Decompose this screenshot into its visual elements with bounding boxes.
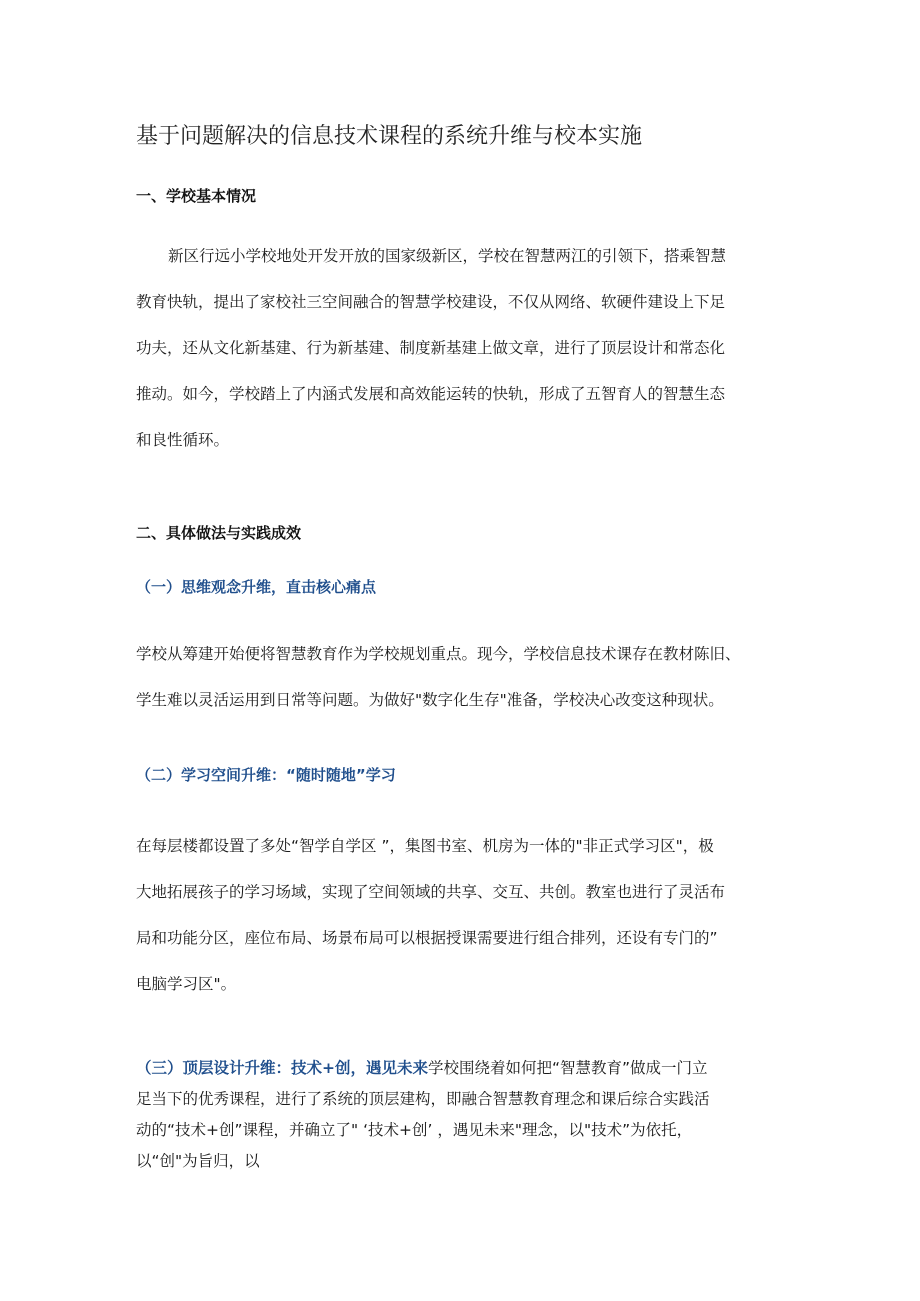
- subsection-3-first-line-text: 学校围绕着如何把“智慧教育”做成一门立: [428, 1059, 708, 1077]
- paragraph-line: 学生难以灵活运用到日常等问题。为做好"数字化生存"准备，学校决心改变这种现状。: [136, 691, 724, 709]
- paragraph-line: 和良性循环。: [136, 431, 230, 449]
- subsection-2-heading: （二）学习空间升维：“随时随地”学习: [136, 766, 396, 784]
- paragraph-line: 教育快轨，提出了家校社三空间融合的智慧学校建设，不仅从网络、软硬件建设上下足: [136, 293, 726, 311]
- section-1-heading: 一、学校基本情况: [136, 187, 257, 205]
- subsection-1-heading: （一）思维观念升维，直击核心痛点: [136, 578, 377, 596]
- paragraph-line: 动的“技术+创”课程，并确立了" ‘技术+创’ ，遇见未来"理念，以"技术”为依托，: [136, 1121, 693, 1139]
- paragraph-line: 大地拓展孩子的学习场域，实现了空间领域的共享、交互、共创。教室也进行了灵活布: [136, 883, 726, 901]
- section-1-paragraph: [136, 233, 786, 463]
- paragraph-line: 局和功能分区，座位布局、场景布局可以根据授课需要进行组合排列，还设有专门的”: [136, 929, 718, 947]
- subsection-2-paragraph: [136, 823, 786, 1007]
- section-2-heading: 二、具体做法与实践成效: [136, 524, 302, 542]
- paragraph-line: 新区行远小学校地处开发开放的国家级新区，学校在智慧两江的引领下，搭乘智慧: [168, 247, 727, 265]
- paragraph-line: 足当下的优秀课程，进行了系统的顶层建构，即融合智慧教育理念和课后综合实践活: [136, 1090, 710, 1108]
- paragraph-line: 在每层楼都设置了多处“智学自学区 ”，集图书室、机房为一体的"非正式学习区"，极: [136, 837, 714, 855]
- paragraph-line: 推动。如今，学校踏上了内涵式发展和高效能运转的快轨，形成了五智育人的智慧生态: [136, 385, 726, 403]
- subsection-3-paragraph: [136, 1053, 786, 1177]
- paragraph-line: 以“创"为旨归，以: [136, 1152, 260, 1170]
- paragraph-line: 学校从筹建开始便将智慧教育作为学校规划重点。现今，学校信息技术课存在教材陈旧、: [136, 645, 741, 663]
- paragraph-line: 功夫，还从文化新基建、行为新基建、制度新基建上做文章，进行了顶层设计和常态化: [136, 339, 726, 357]
- paragraph-line: 电脑学习区"。: [136, 975, 237, 993]
- subsection-1-paragraph: [136, 631, 786, 723]
- document-title: 基于问题解决的信息技术课程的系统升维与校本实施: [136, 124, 643, 149]
- paragraph-line: [136, 1053, 786, 1084]
- subsection-3-heading: （三）顶层设计升维：技术+创，遇见未来: [136, 1059, 428, 1077]
